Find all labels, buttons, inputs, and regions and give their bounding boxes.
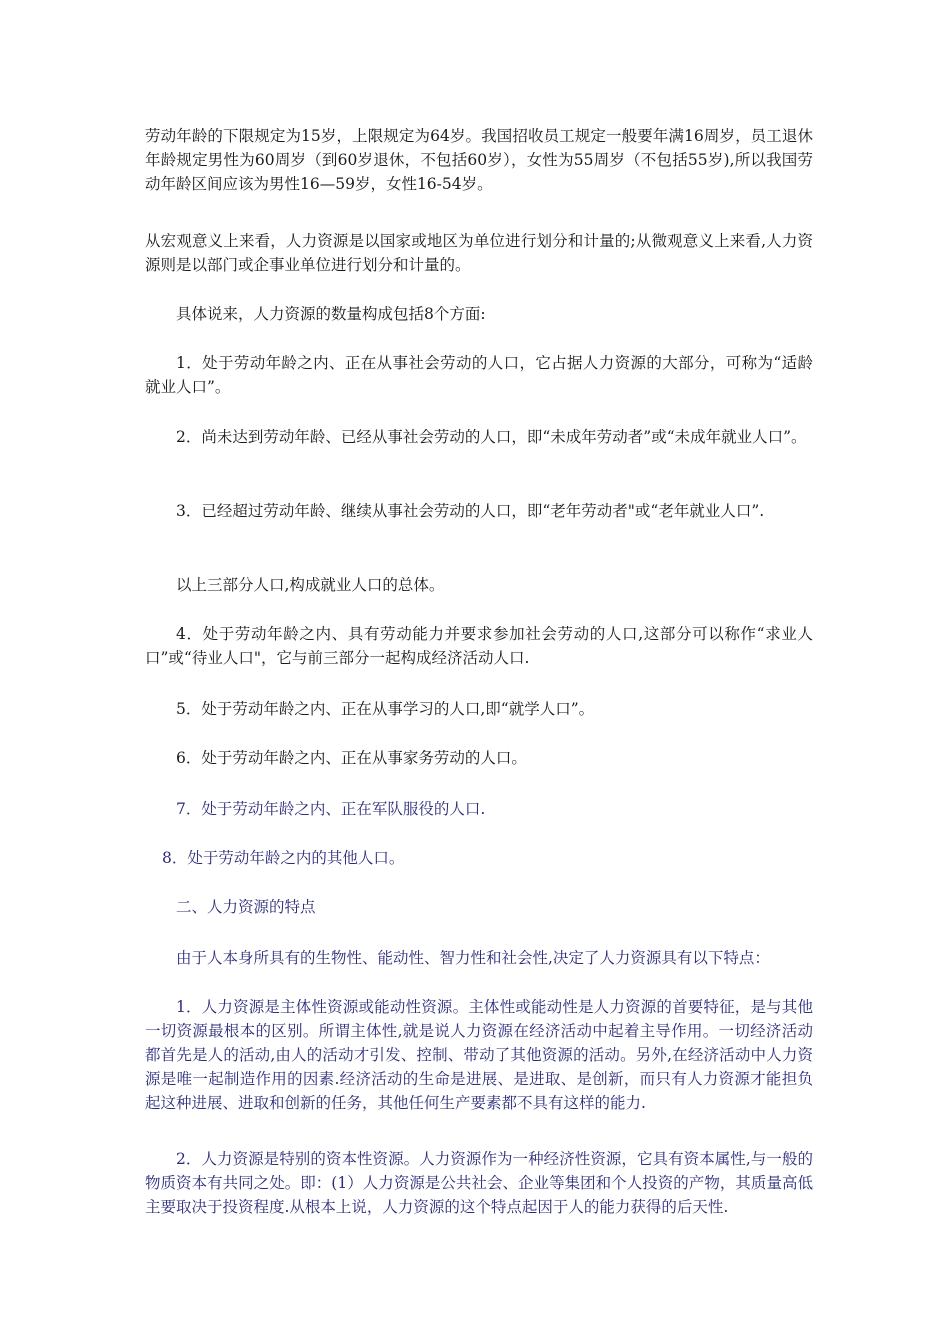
list-item-1: 1．处于劳动年龄之内、正在从事社会劳动的人口，它占据人力资源的大部分，可称为“适龄就业人口”。: [145, 354, 813, 396]
list-item-3: 3．已经超过劳动年龄、继续从事社会劳动的人口，即“老年劳动者"或“老年就业人口”.: [176, 502, 765, 520]
paragraph-labor-age-range: 劳动年龄的下限规定为15岁，上限规定为64岁。我国招收员工规定一般要年满16周岁，员工退休年龄规定男性为60周岁（到60岁退休，不包括60岁），女性为55周岁（不包括55岁),所以我国劳动年龄区间应该为男性16—59岁，女性16-54岁。: [145, 127, 813, 193]
paragraph-macro-micro: 从宏观意义上来看，人力资源是以国家或地区为单位进行划分和计量的;从微观意义上来看,人力资源则是以部门或企事业单位进行划分和计量的。: [145, 232, 813, 274]
paragraph-characteristics-intro: 由于人本身所具有的生物性、能动性、智力性和社会性,决定了人力资源具有以下特点：: [176, 949, 770, 967]
paragraph-employed-total: 以上三部分人口,构成就业人口的总体。: [176, 576, 445, 594]
list-item-7: 7．处于劳动年龄之内、正在军队服役的人口.: [176, 800, 486, 818]
list-item-5: 5．处于劳动年龄之内、正在从事学习的人口,即“就学人口”。: [176, 700, 595, 718]
characteristic-1: 1．人力资源是主体性资源或能动性资源。主体性或能动性是人力资源的首要特征，是与其他一切资源最根本的区别。所谓主体性,就是说人力资源在经济活动中起着主导作用。一切经济活动都首先是人的活动,由人的活动才引发、控制、带动了其他资源的活动。另外,在经济活动中人力资源是唯一起制造作用的因素.经济活动的生命是进展、是进取、是创新，而只有人力资源才能担负起这种进展、进取和创新的任务，其他任何生产要素都不具有这样的能力.: [145, 998, 813, 1112]
paragraph-eight-aspects-intro: 具体说来，人力资源的数量构成包括8个方面:: [176, 305, 486, 323]
list-item-2: 2．尚未达到劳动年龄、已经从事社会劳动的人口，即“未成年劳动者”或“未成年就业人口”。: [176, 428, 807, 446]
list-item-4: 4．处于劳动年龄之内、具有劳动能力并要求参加社会劳动的人口,这部分可以称作“求业人口”或“待业人口"，它与前三部分一起构成经济活动人口.: [145, 625, 813, 667]
list-item-6: 6．处于劳动年龄之内、正在从事家务劳动的人口。: [176, 749, 527, 767]
section-heading-characteristics: 二、人力资源的特点: [176, 898, 316, 916]
list-item-8: 8．处于劳动年龄之内的其他人口。: [162, 849, 405, 867]
characteristic-2: 2．人力资源是特别的资本性资源。人力资源作为一种经济性资源，它具有资本属性,与一般的物质资本有共同之处。即：(1）人力资源是公共社会、企业等集团和个人投资的产物，其质量高低主要取决于投资程度.从根本上说，人力资源的这个特点起因于人的能力获得的后天性.: [145, 1150, 813, 1216]
